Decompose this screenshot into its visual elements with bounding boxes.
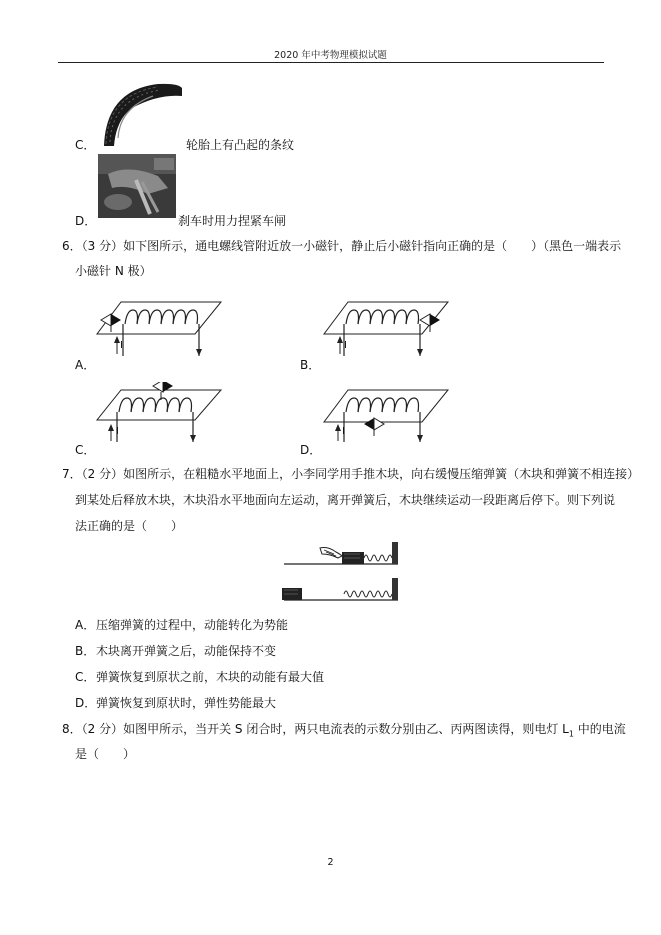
option-label: C． [75,138,96,152]
current-label: I [120,340,123,351]
question-6-text-line2: 小磁针 N 极） [75,264,152,278]
option-text: 压缩弹簧的过程中，动能转化为势能 [96,618,289,632]
subscript: 1 [568,729,574,739]
option-label: C． [75,443,96,457]
block-spring-figure [280,540,402,604]
solenoid-figure-b [322,298,452,360]
current-label: I [342,426,345,437]
page-header-title: 2020 年中考物理模拟试题 [274,50,387,61]
solenoid-figure-a [95,298,225,360]
option-label: A． [75,358,96,372]
option-label: C． [75,670,96,684]
question-6-text: 6．（3 分）如下图所示，通电螺线管附近放一小磁针，静止后小磁针指向正确的是（ ）（黑色一端表示 [62,239,622,253]
option-label: B． [300,358,321,372]
option-text: 弹簧恢复到原状时，弹性势能最大 [96,696,277,710]
header-divider [58,62,604,63]
option-label: B． [75,644,96,658]
tire-tread-photo [98,78,184,148]
current-label: I [344,340,347,351]
bicycle-brake-photo [98,154,176,218]
question-8-text-line2: 是（ ） [75,747,136,761]
option-label: A． [75,618,96,632]
option-label: D． [300,443,322,457]
page-number: 2 [327,857,334,868]
solenoid-figure-c [95,382,225,444]
question-7-text-line3: 法正确的是（ ） [75,519,184,533]
option-text: 弹簧恢复到原状之前，木块的动能有最大值 [96,670,325,684]
current-label: I [116,426,119,437]
question-7-text-line2: 到某处后释放木块，木块沿水平地面向左运动，离开弹簧后，木块继续运动一段距离后停下。则下列说 [75,493,616,507]
question-8-text-b: 中的电流 [573,722,626,736]
option-label: D． [75,696,97,710]
option-text: 轮胎上有凸起的条纹 [186,138,295,152]
question-7-text: 7．（2 分）如图所示，在粗糙水平地面上，小李同学用手推木块，向右缓慢压缩弹簧（木块和弹簧不相连接） [62,467,640,481]
option-text: 木块离开弹簧之后，动能保持不变 [96,644,277,658]
option-label: D． [75,214,97,228]
question-8-text [62,716,626,747]
question-8-text-a: 8．（2 分）如图甲所示，当开关 S 闭合时，两只电流表的示数分别由乙、丙两图读得，则电灯 L [62,722,569,736]
option-text: 刹车时用力捏紧车闸 [178,214,287,228]
